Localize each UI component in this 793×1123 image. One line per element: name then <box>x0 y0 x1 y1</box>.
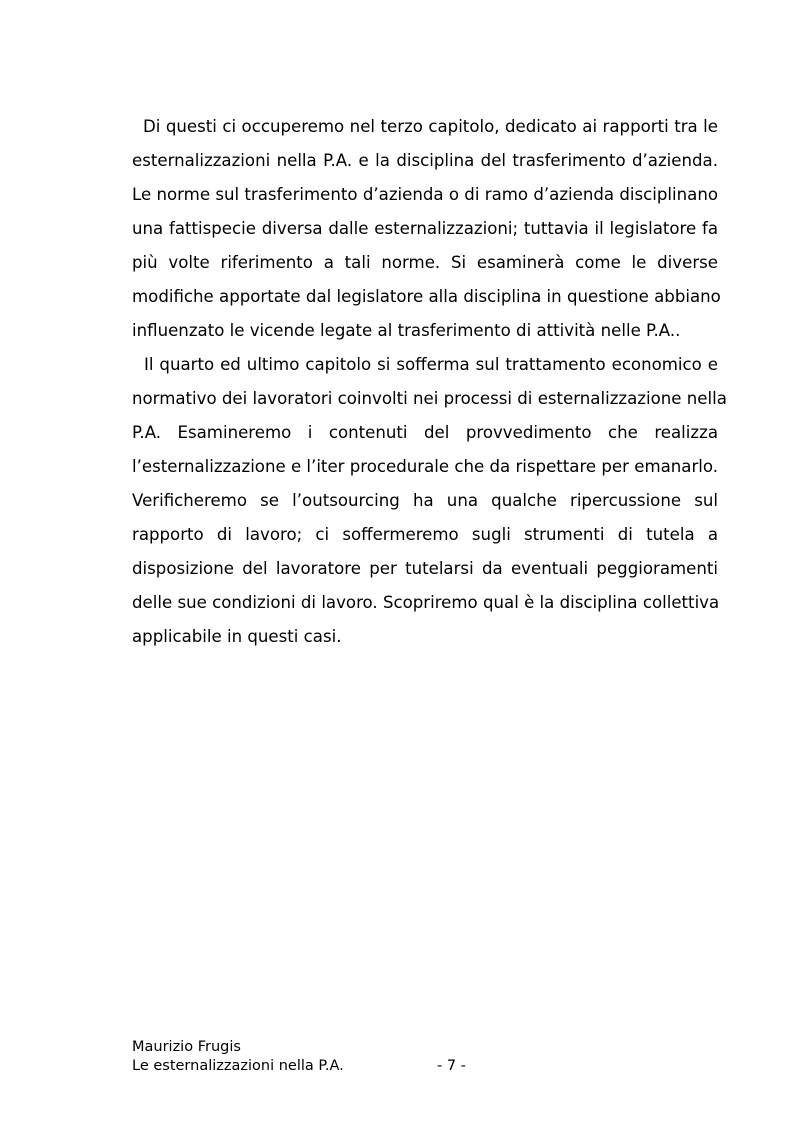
text-line: una fattispecie diversa dalle esternalizzazioni; tuttavia il legislatore fa <box>132 219 718 238</box>
text-line: rapporto di lavoro; ci soffermeremo sugli strumenti di tutela a <box>132 525 718 544</box>
text-line: influenzato le vicende legate al trasferimento di attività nelle P.A.. <box>132 321 681 340</box>
text-line: Le norme sul trasferimento d’azienda o di ramo d’azienda disciplinano <box>132 185 718 204</box>
text-line: l’esternalizzazione e l’iter procedurale che da rispettare per emanarlo. <box>132 457 719 476</box>
footer-author: Maurizio Frugis <box>132 1039 241 1055</box>
page-number: - 7 - <box>437 1058 466 1074</box>
footer-title: Le esternalizzazioni nella P.A. <box>132 1058 344 1074</box>
text-line: normativo dei lavoratori coinvolti nei processi di esternalizzazione nella <box>132 389 727 408</box>
text-line: P.A. Esamineremo i contenuti del provvedimento che realizza <box>132 423 718 442</box>
page-footer <box>132 1038 732 1076</box>
text-line: delle sue condizioni di lavoro. Scopriremo qual è la disciplina collettiva <box>132 593 720 612</box>
text-line: disposizione del lavoratore per tutelarsi da eventuali peggioramenti <box>132 559 718 578</box>
text-line: Di questi ci occuperemo nel terzo capitolo, dedicato ai rapporti tra le <box>132 117 718 136</box>
text-line: applicabile in questi casi. <box>132 627 342 646</box>
text-line: Verificheremo se l’outsourcing ha una qualche ripercussione sul <box>132 491 718 510</box>
paragraph-2 <box>132 348 727 654</box>
body-text <box>132 110 727 654</box>
text-line: esternalizzazioni nella P.A. e la disciplina del trasferimento d’azienda. <box>132 151 718 170</box>
text-line: Il quarto ed ultimo capitolo si sofferma sul trattamento economico e <box>132 355 718 374</box>
text-line: più volte riferimento a tali norme. Si esaminerà come le diverse <box>132 253 718 272</box>
paragraph-1 <box>132 110 721 348</box>
text-line: modifiche apportate dal legislatore alla disciplina in questione abbiano <box>132 287 721 306</box>
